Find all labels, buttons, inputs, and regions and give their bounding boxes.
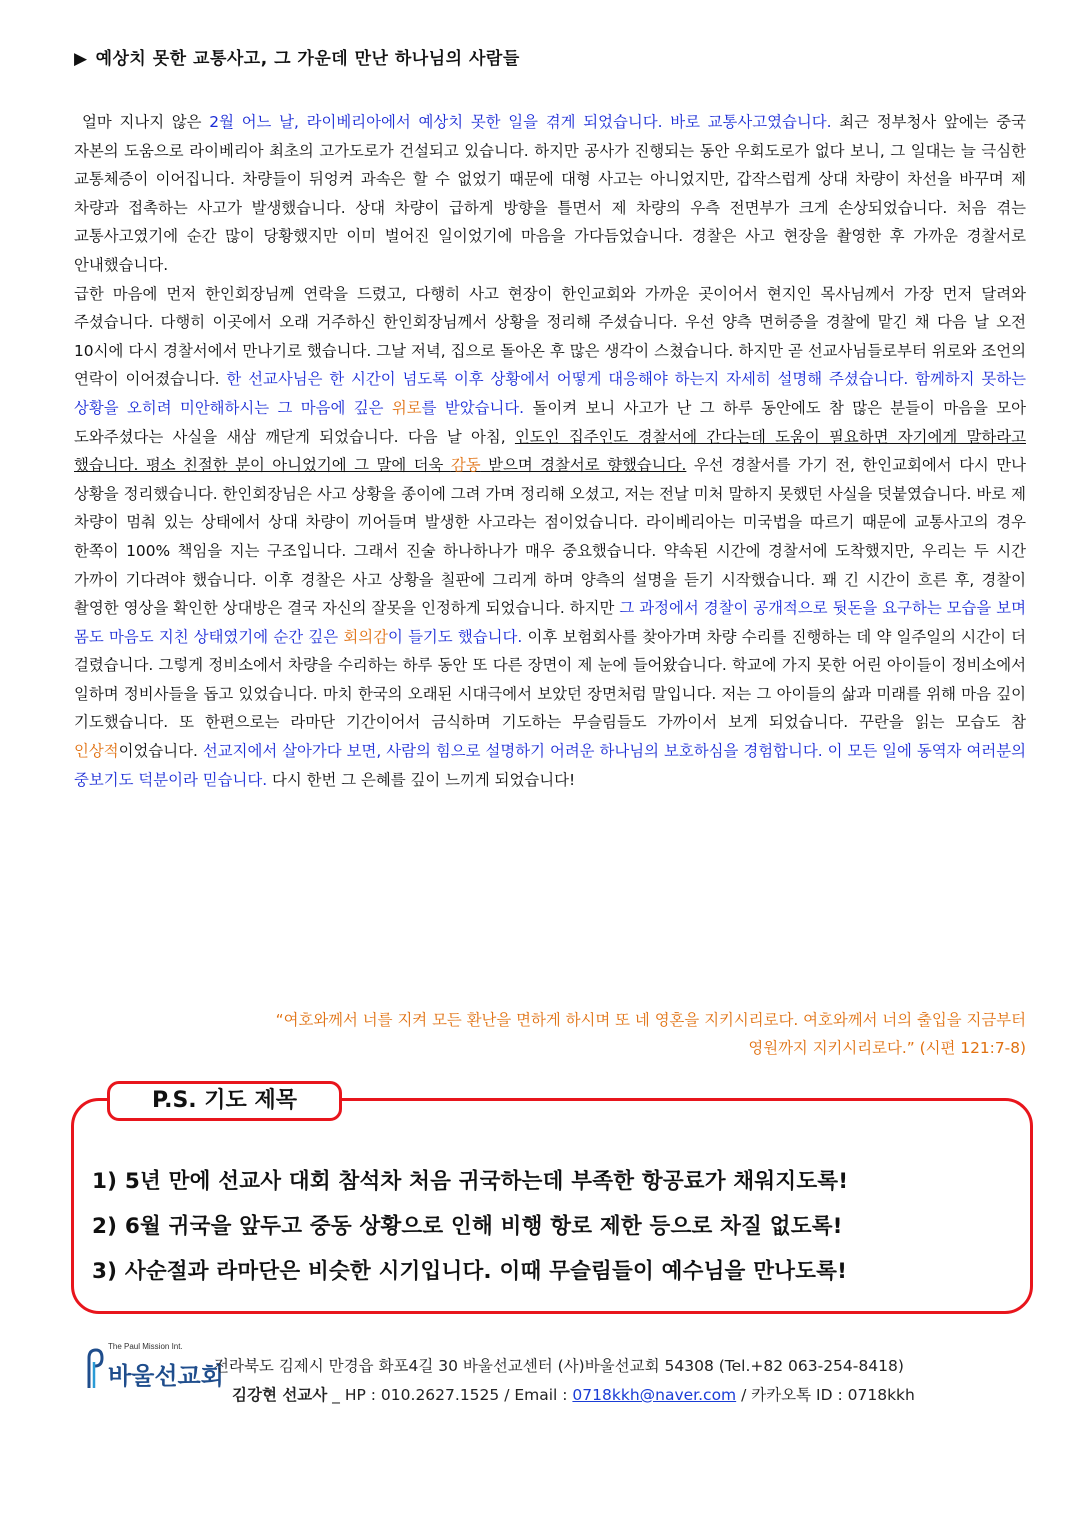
prayer-item-3: 3) 사순절과 라마단은 비슷한 시기입니다. 이때 무슬림들이 예수님을 만나도록! (92, 1259, 848, 1284)
article-title (74, 44, 520, 69)
footer-address: 전라북도 김제시 만경읍 화포4길 30 바울선교센터 (사)바울선교회 54308 (Tel.+82 063-254-8418) (214, 1357, 904, 1375)
mission-logo (86, 1340, 224, 1390)
highlight-orange: 인상적 (74, 742, 119, 761)
logo-korean-name: 바울선교회 (108, 1362, 224, 1390)
highlight-orange: 감동 (450, 456, 481, 475)
body-text-span: 이었습니다. (118, 742, 203, 761)
missionary-name: 김강현 선교사 (232, 1386, 328, 1404)
paragraph-1 (74, 108, 1026, 280)
body-text-span: 이후 보험회사를 찾아가며 차량 수리를 진행하는 데 약 일주일의 시간이 더 걸렸습니다. 그렇게 정비소에서 차량을 수리하는 하루 동안 또 다른 장면이 제 눈에 들어왔습니다. 학교에 가지 못한 어린 아이들이 정비소에서 일하며 정비사들을 돕고 있었습니다. 마치 한국의 오래된 시대극에서 보았던 장면처럼 말입니다. 저는 그 아이들의 삶과 미래를 위해 마음 깊이 기도했습니다. 또 한편으로는 라마단 기간이어서 금식하며 기도하는 무슬림들도 가까이서 보게 되었습니다. 꾸란을 읽는 모습도 참 (74, 627, 1026, 732)
highlight-blue: 이 들기도 했습니다. (387, 627, 523, 646)
highlight-blue: 한 선교사님은 한 시간이 넘도록 이후 상황에서 어떻게 대응해야 하는지 자세히 설명해 주셨습니다. 함께하지 못하는 상황을 오히려 미안해하시는 그 마음에 깊은 (74, 370, 1026, 417)
body-text-span: 인도인 집주인도 경찰서에 간다는데 도움이 필요하면 자기에게 말하라고 했습니다. 평소 친절한 분이 아니었기에 그 말에 더욱 (74, 427, 1026, 475)
paragraph-2 (74, 280, 1026, 795)
body-text-span: 얼마 지나지 않은 (82, 113, 210, 131)
body-text-span: 최근 정부청사 앞에는 중국 자본의 도움으로 라이베리아 최초의 고가도로가 건설되고 있습니다. 하지만 공사가 진행되는 동안 우회도로가 없다 보니, 그 일대는 늘 극심한 교통체증이 이어집니다. 차량들이 뒤엉켜 과속은 할 수 없었기 때문에 대형 사고는 아니었지만, 갑작스럽게 상대 차량이 차선을 바꾸며 제 차량과 접촉하는 사고가 발생했습니다. 상대 차량이 급하게 방향을 틀면서 제 차량의 우측 전면부가 크게 손상되었습니다. 처음 겪는 교통사고였기에 순간 많이 당황했지만 이미 벌어진 일이었기에 마음을 가다듬었습니다. 경찰은 사고 현장을 촬영한 후 가까운 경찰서로 안내했습니다. (74, 113, 1027, 274)
article-title-text: 예상치 못한 교통사고, 그 가운데 만난 하나님의 사람들 (95, 49, 520, 69)
article-body (74, 108, 1026, 794)
prayer-item-2: 2) 6월 귀국을 앞두고 중동 상황으로 인해 비행 항로 제한 등으로 차질 없도록! (92, 1214, 843, 1239)
verse-line-2: 영원까지 지키시리로다.” (시편 121:7-8) (748, 1039, 1026, 1057)
body-text-span: 돌이켜 보니 사고가 난 그 하루 동안에도 참 많은 분들이 마음을 모아 도와주셨다는 사실을 새삼 깨닫게 되었습니다. 다음 날 아침, (74, 398, 1026, 446)
kakao-id: / 카카오톡 ID : 0718kkh (736, 1386, 915, 1404)
mission-logo-icon (86, 1348, 104, 1390)
highlight-blue: 그 과정에서 경찰이 공개적으로 뒷돈을 요구하는 모습을 보며 몸도 마음도 지친 상태였기에 순간 깊은 (74, 599, 1027, 646)
triangle-bullet-icon: ▶ (74, 49, 88, 69)
body-text-span: 우선 경찰서를 가기 전, 한인교회에서 다시 만나 상황을 정리했습니다. 한인회장님은 사고 상황을 종이에 그려 가며 정리해 오셨고, 저는 전날 미처 말하지 못했던 사실을 덧붙였습니다. 바로 제 차량이 멈춰 있는 상태에서 상대 차량이 끼어들며 발생한 사고라는 점이었습니다. 라이베리아는 미국법을 따르기 때문에 교통사고의 경우 한쪽이 100% 책임을 지는 구조입니다. 그래서 진술 하나하나가 매우 중요했습니다. 약속된 시간에 경찰서에 도착했지만, 우리는 두 시간 가까이 기다려야 했습니다. 이후 경찰은 사고 상황을 칠판에 그리게 하며 양측의 설명을 듣기 시작했습니다. 꽤 긴 시간이 흐른 후, 경찰이 촬영한 영상을 확인한 상대방은 결국 자신의 잘못을 인정하게 되었습니다. 하지만 (74, 456, 1027, 618)
logo-english-name: The Paul Mission Int. (108, 1342, 183, 1351)
prayer-list (92, 1164, 1032, 1299)
prayer-item-1: 1) 5년 만에 선교사 대회 참석차 처음 귀국하는데 부족한 항공료가 채워지도록! (92, 1169, 849, 1194)
body-text-span: 다시 한번 그 은혜를 깊이 느끼게 되었습니다! (267, 770, 576, 789)
highlight-blue: 2월 어느 날, 라이베리아에서 예상치 못한 일을 겪게 되었습니다. 바로 교통사고였습니다. (209, 113, 832, 131)
email-link[interactable]: 0718kkh@naver.com (572, 1386, 737, 1404)
contact-info: _ HP : 010.2627.1525 / Email : (327, 1386, 573, 1404)
highlight-orange: 위로 (391, 398, 422, 417)
body-text-span: 받으며 경찰서로 향했습니다. (480, 456, 687, 475)
bible-verse (74, 1006, 1026, 1062)
footer-contact (232, 1383, 915, 1405)
body-text-span: 급한 마음에 먼저 한인회장님께 연락을 드렸고, 다행히 사고 현장이 한인교회와 가까운 곳이어서 현지인 목사님께서 가장 먼저 달려와 주셨습니다. 다행히 이곳에서 오래 거주하신 한인회장님께서 상황을 정리해 주셨습니다. 우선 양측 면허증을 경찰에 맡긴 채 다음 날 오전 10시에 다시 경찰서에서 만나기로 했습니다. 그날 저녁, 집으로 돌아온 후 많은 생각이 스쳤습니다. 하지만 곧 선교사님들로부터 위로와 조언의 연락이 이어졌습니다. (74, 284, 1026, 389)
highlight-blue: 선교지에서 살아가다 보면, 사람의 힘으로 설명하기 어려운 하나님의 보호하심을 경험합니다. 이 모든 일에 동역자 여러분의 중보기도 덕분이라 믿습니다. (74, 742, 1026, 789)
highlight-blue: 를 받았습니다. (421, 398, 525, 417)
highlight-orange: 회의감 (343, 627, 388, 646)
verse-line-1: “여호와께서 너를 지켜 모든 환난을 면하게 하시며 또 네 영혼을 지키시리로다. 여호와께서 너의 출입을 지금부터 (275, 1011, 1026, 1029)
prayer-heading: P.S. 기도 제목 (107, 1081, 342, 1121)
